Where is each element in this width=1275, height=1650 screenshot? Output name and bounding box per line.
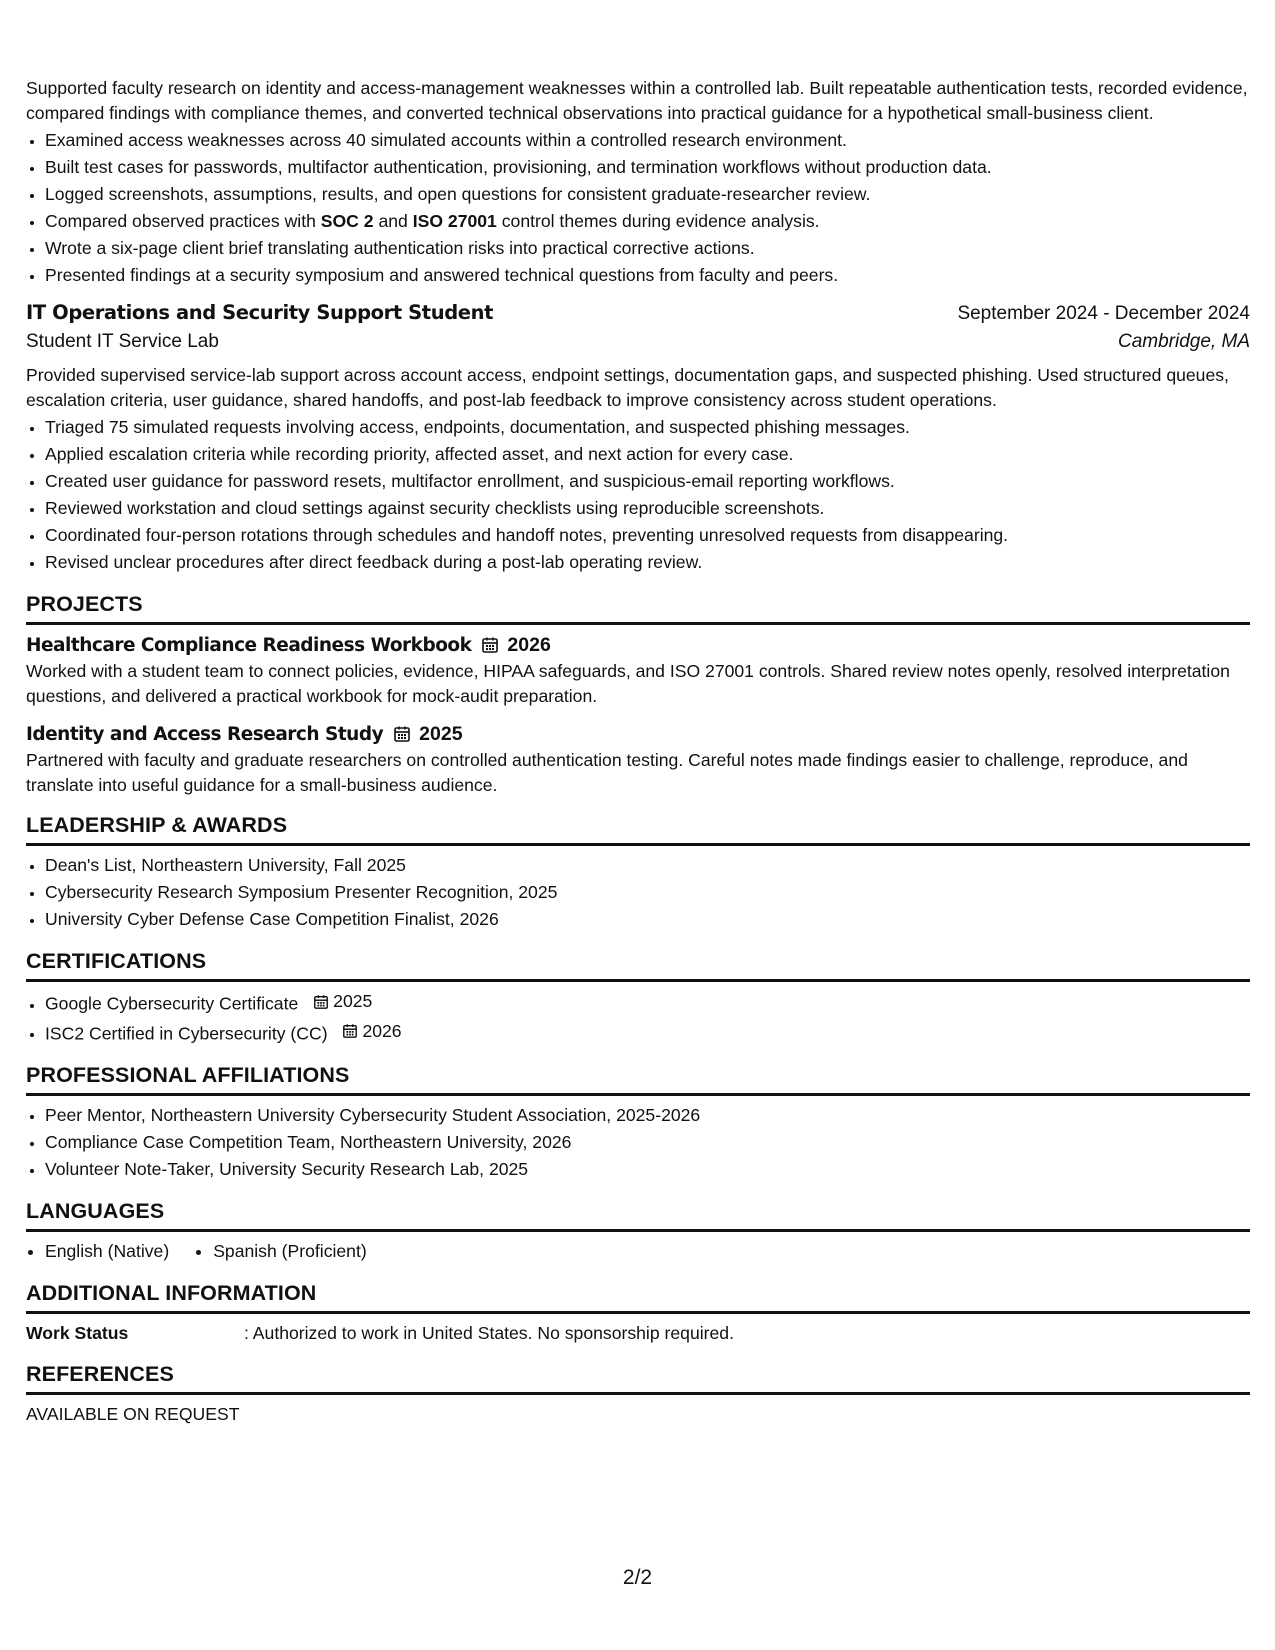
- project-item: [26, 720, 1250, 797]
- work-status-label: Work Status: [26, 1323, 129, 1343]
- leadership-section: [26, 811, 1250, 933]
- certification-year: 2026: [362, 1020, 402, 1041]
- list-item: • Cybersecurity Research Symposium Presenter Recognition, 2025: [45, 879, 1250, 906]
- job-bullets: [26, 127, 1250, 289]
- project-year: 2026: [507, 633, 551, 656]
- calendar-icon: [313, 994, 329, 1010]
- job-summary: Provided supervised service-lab support across account access, endpoint settings, documentation gaps, and suspected phishing. Used structured queues, escalation criteria, user guidance, shared handoffs, and post-lab feedback to improve consistency across student operations.: [26, 365, 1229, 410]
- certification-date: [313, 988, 372, 1015]
- list-item: • Revised unclear procedures after direct feedback during a post-lab operating review.: [45, 549, 1250, 576]
- calendar-icon: [342, 1023, 358, 1039]
- job-organization: Student IT Service Lab: [26, 331, 219, 352]
- bold-term: ISO 27001: [412, 211, 497, 231]
- bullet-text: Compared observed practices with: [45, 211, 321, 231]
- job-title: IT Operations and Security Support Student: [26, 301, 493, 324]
- section-heading: LEADERSHIP & AWARDS: [26, 811, 1250, 846]
- calendar-icon: [393, 725, 411, 743]
- list-item: • University Cyber Defense Case Competition Finalist, 2026: [45, 906, 1250, 933]
- references-text: AVAILABLE ON REQUEST: [26, 1404, 240, 1424]
- list-item: • Spanish (Proficient): [213, 1238, 367, 1265]
- list-item: • Logged screenshots, assumptions, results, and open questions for consistent graduate-researcher review.: [45, 181, 1250, 208]
- certifications-list: [26, 988, 1250, 1047]
- affiliations-section: [26, 1061, 1250, 1183]
- section-heading: PROFESSIONAL AFFILIATIONS: [26, 1061, 1250, 1096]
- list-item: • Presented findings at a security symposium and answered technical questions from faculty and peers.: [45, 262, 1250, 289]
- job-dates: September 2024 - December 2024: [957, 303, 1250, 324]
- list-item: • Reviewed workstation and cloud settings against security checklists using reproducible screenshots.: [45, 495, 1250, 522]
- job-header: [26, 301, 1250, 331]
- list-item: • Dean's List, Northeastern University, Fall 2025: [45, 852, 1250, 879]
- job-subheader: [26, 331, 1250, 363]
- bullet-text: control themes during evidence analysis.: [496, 211, 820, 231]
- additional-info-section: [26, 1279, 1250, 1346]
- job-summary: Supported faculty research on identity and access-management weaknesses within a controlled lab. Built repeatable authentication tests, recorded evidence, compared findings with compliance themes, and converted technical observations into practical guidance for a hypothetical small-business client.: [26, 78, 1248, 123]
- section-heading: REFERENCES: [26, 1360, 1250, 1395]
- project-year: 2025: [419, 722, 463, 745]
- resume-page: [26, 76, 1250, 1427]
- section-heading: LANGUAGES: [26, 1197, 1250, 1232]
- section-heading: CERTIFICATIONS: [26, 947, 1250, 982]
- certification-name: ISC2 Certified in Cybersecurity (CC): [45, 1023, 328, 1043]
- list-item: [45, 988, 1250, 1018]
- project-date: [481, 634, 550, 657]
- bullet-text: and: [373, 211, 413, 231]
- list-item: • Applied escalation criteria while recording priority, affected asset, and next action for every case.: [45, 441, 1250, 468]
- list-item: • Compliance Case Competition Team, Northeastern University, 2026: [45, 1129, 1250, 1156]
- certification-date: [342, 1018, 401, 1045]
- job-location: Cambridge, MA: [1118, 331, 1250, 352]
- list-item: • Peer Mentor, Northeastern University Cybersecurity Student Association, 2025-2026: [45, 1102, 1250, 1129]
- languages-list: [26, 1238, 1250, 1265]
- list-item: • Volunteer Note-Taker, University Security Research Lab, 2025: [45, 1156, 1250, 1183]
- list-item: • Created user guidance for password resets, multifactor enrollment, and suspicious-email reporting workflows.: [45, 468, 1250, 495]
- list-item: • Examined access weaknesses across 40 simulated accounts within a controlled research environment.: [45, 127, 1250, 154]
- list-item: • English (Native): [45, 1238, 169, 1265]
- certifications-section: [26, 947, 1250, 1047]
- page-number: 2/2: [622, 1566, 653, 1589]
- calendar-icon: [481, 636, 499, 654]
- job-bullets: [26, 414, 1250, 576]
- list-item: [45, 208, 1250, 235]
- project-title: Healthcare Compliance Readiness Workbook: [26, 634, 472, 656]
- project-title: Identity and Access Research Study: [26, 723, 384, 745]
- project-description: Partnered with faculty and graduate researchers on controlled authentication testing. Careful notes made findings easier to challenge, reproduce, and translate into useful guidance for a small-business audience.: [26, 750, 1188, 795]
- references-section: [26, 1360, 1250, 1427]
- list-item: • Coordinated four-person rotations through schedules and handoff notes, preventing unresolved requests from disappearing.: [45, 522, 1250, 549]
- list-item: • Built test cases for passwords, multifactor authentication, provisioning, and termination workflows without production data.: [45, 154, 1250, 181]
- project-date: [393, 723, 462, 746]
- project-item: [26, 631, 1250, 708]
- certification-year: 2025: [333, 991, 373, 1011]
- leadership-list: [26, 852, 1250, 933]
- section-heading: PROJECTS: [26, 590, 1250, 625]
- project-header: [26, 720, 1250, 748]
- it-job-section: [26, 301, 1250, 576]
- work-status-row: [26, 1320, 1250, 1346]
- projects-section: [26, 590, 1250, 797]
- research-job-section: [26, 76, 1250, 289]
- work-status-value: : Authorized to work in United States. No sponsorship required.: [244, 1323, 734, 1343]
- project-description: Worked with a student team to connect policies, evidence, HIPAA safeguards, and ISO 27001 controls. Shared review notes openly, resolved interpretation questions, and delivered a practical workbook for mock-audit preparation.: [26, 661, 1230, 706]
- project-header: [26, 631, 1250, 659]
- certification-name: Google Cybersecurity Certificate: [45, 993, 299, 1014]
- languages-section: [26, 1197, 1250, 1265]
- affiliations-list: [26, 1102, 1250, 1183]
- list-item: [45, 1018, 1250, 1048]
- list-item: • Triaged 75 simulated requests involving access, endpoints, documentation, and suspected phishing messages.: [45, 414, 1250, 441]
- list-item: • Wrote a six-page client brief translating authentication risks into practical corrective actions.: [45, 235, 1250, 262]
- section-heading: ADDITIONAL INFORMATION: [26, 1279, 1250, 1314]
- bold-term: SOC 2: [320, 211, 374, 231]
